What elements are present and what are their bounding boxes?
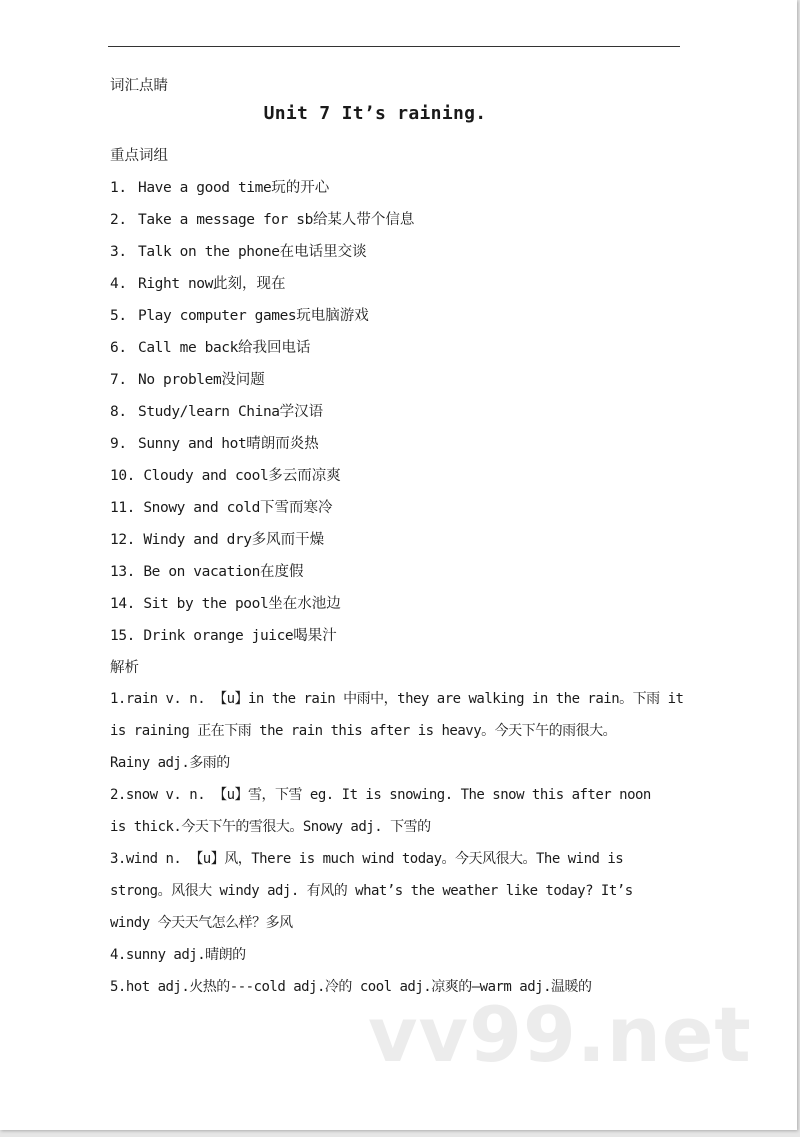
phrase-english: No problem (138, 372, 222, 388)
phrase-english: Study/learn China (138, 404, 280, 420)
section-analysis-label: 解析 (110, 660, 139, 676)
phrase-item-11 (110, 496, 332, 517)
phrase-chinese: 没问题 (221, 372, 265, 388)
analysis-line: 2.snow v. n. 【u】雪，下雪 eg. It is snowing. The snow this after noon (110, 787, 651, 803)
phrase-chinese: 给我回电话 (237, 340, 311, 356)
analysis-line: 3.wind n. 【u】风，There is much wind today。今天风很大。The wind is (110, 851, 624, 867)
analysis-line: strong。风很大 windy adj. 有风的 what’s the weather like today? It’s (110, 883, 633, 899)
phrase-item-10 (110, 464, 341, 485)
phrase-english: Sunny and hot (138, 436, 247, 452)
phrase-number: 4. (110, 276, 127, 292)
phrase-number: 11. (110, 500, 144, 516)
phrase-item-3 (110, 240, 367, 261)
phrase-number: 5. (110, 308, 127, 324)
heading-label: 词汇点睛 (110, 78, 168, 94)
phrase-number: 13. (110, 564, 144, 580)
page-title: Unit 7 It’s raining. (263, 103, 487, 124)
header-rule (108, 46, 680, 47)
analysis-line: Rainy adj.多雨的 (110, 755, 230, 771)
phrase-item-14 (110, 592, 341, 613)
phrase-chinese: 多云而凉爽 (268, 468, 341, 484)
phrase-chinese: 在电话里交谈 (279, 244, 367, 260)
phrase-chinese: 给某人带个信息 (312, 212, 415, 228)
phrase-item-7 (110, 368, 265, 389)
analysis-line: 4.sunny adj.晴朗的 (110, 947, 246, 963)
phrase-number: 14. (110, 596, 144, 612)
phrase-chinese: 多风而干燥 (251, 532, 325, 548)
phrase-english: Be on vacation (143, 564, 260, 580)
phrase-chinese: 坐在水池边 (268, 596, 341, 612)
phrase-chinese: 此刻，现在 (212, 276, 286, 292)
phrase-item-9 (110, 432, 319, 453)
phrase-item-2 (110, 208, 414, 229)
phrase-number: 3. (110, 244, 127, 260)
phrase-number: 7. (110, 372, 127, 388)
phrase-english: Windy and dry (143, 532, 252, 548)
phrase-english: Cloudy and cool (143, 468, 269, 484)
phrase-english: Drink orange juice (143, 628, 294, 644)
phrase-chinese: 晴朗而炎热 (246, 436, 319, 452)
phrase-english: Take a message for sb (138, 212, 313, 228)
phrase-chinese: 玩的开心 (271, 180, 330, 196)
phrase-item-1 (110, 176, 329, 197)
analysis-line: is thick.今天下午的雪很大。Snowy adj. 下雪的 (110, 819, 431, 835)
phrase-english: Play computer games (138, 308, 297, 324)
section-phrases-label: 重点词组 (110, 148, 168, 164)
phrase-english: Talk on the phone (138, 244, 280, 260)
analysis-line: is raining 正在下雨 the rain this after is heavy。今天下午的雨很大。 (110, 723, 617, 739)
analysis-line: 5.hot adj.火热的---cold adj.冷的 cool adj.凉爽的—warm adj.温暖的 (110, 979, 592, 995)
phrase-english: Snowy and cold (143, 500, 260, 516)
phrase-number: 15. (110, 628, 144, 644)
phrase-number: 1. (110, 180, 127, 196)
watermark: vv99.net (368, 990, 752, 1079)
phrase-number: 6. (110, 340, 127, 356)
phrase-number: 2. (110, 212, 127, 228)
phrase-item-4 (110, 272, 285, 293)
phrase-english: Sit by the pool (143, 596, 269, 612)
phrase-item-8 (110, 400, 323, 421)
phrase-english: Call me back (138, 340, 238, 356)
phrase-chinese: 下雪而寒冷 (259, 500, 333, 516)
phrase-item-12 (110, 528, 324, 549)
analysis-line: 1.rain v. n. 【u】in the rain 中雨中，they are walking in the rain。下雨 it (110, 691, 684, 707)
phrase-chinese: 喝果汁 (293, 628, 337, 644)
phrase-number: 12. (110, 532, 144, 548)
phrase-chinese: 在度假 (259, 564, 304, 580)
phrase-item-6 (110, 336, 310, 357)
phrase-number: 8. (110, 404, 127, 420)
phrase-chinese: 学汉语 (279, 404, 324, 420)
phrase-english: Have a good time (138, 180, 272, 196)
phrase-chinese: 玩电脑游戏 (296, 308, 369, 324)
phrase-item-5 (110, 304, 369, 325)
phrase-number: 9. (110, 436, 127, 452)
phrase-item-15 (110, 624, 337, 645)
phrase-number: 10. (110, 468, 144, 484)
phrase-english: Right now (138, 276, 213, 292)
analysis-line: windy 今天天气怎么样？多风 (110, 915, 293, 931)
phrase-item-13 (110, 560, 303, 581)
